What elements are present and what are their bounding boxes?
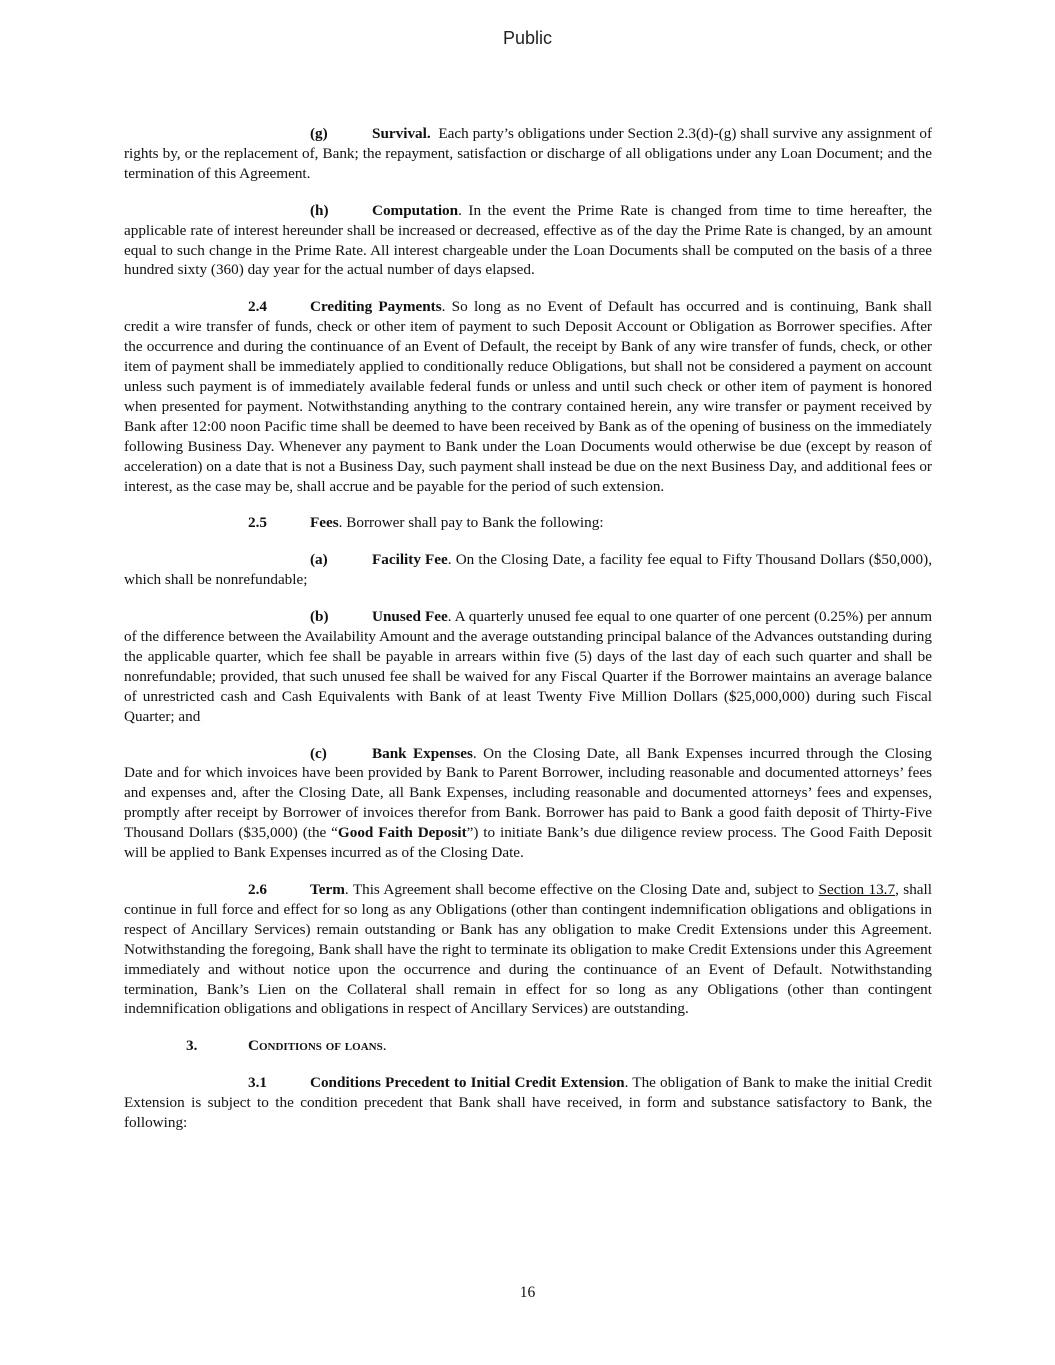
- section-text: . This Agreement shall become effective on the Closing Date and, subject to: [344, 881, 819, 898]
- section-number: 3.1: [248, 1074, 267, 1092]
- section-2-5: [124, 513, 932, 533]
- clause-title: Bank Expenses: [372, 744, 473, 762]
- clause-label: (h): [310, 201, 329, 219]
- clause-label: (b): [310, 608, 329, 626]
- section-3-1: [124, 1073, 932, 1133]
- section-2-3-h: [124, 201, 932, 281]
- section-text: . The obligation of Bank to make the initial Credit Extension is subject to the condition precedent that Bank shall have received, in form and substance satisfactory to Bank, the following:: [124, 1074, 932, 1132]
- section-number: 2.6: [248, 881, 267, 898]
- clause-label: (a): [310, 551, 328, 569]
- section-title: Term: [310, 881, 345, 898]
- section-text-continued: , shall continue in full force and effect for so long as any Obligations (other than contingent indemnification obligations and obligations in respect of Ancillary Services) remain outstanding or Bank has any obligation to make Credit Extensions under this Agreement. Notwithstanding the foregoing, Bank shall have the right to terminate its obligation to make Credit Extensions under this Agreement immediately and without notice upon the occurrence and during the continuance of an Event of Default. Notwithstanding termination, Bank’s Lien on the Collateral shall remain in effect for so long as any Obligations (other than contingent indemnification obligations and obligations in respect of Ancillary Services) are outstanding.: [124, 881, 932, 1018]
- page-number: 16: [519, 1284, 536, 1301]
- section-2-5-a: [124, 550, 932, 590]
- section-number: 2.5: [248, 514, 267, 532]
- clause-text: . On the Closing Date, a facility fee equal to Fifty Thousand Dollars ($50,000), which shall be nonrefundable;: [124, 551, 932, 589]
- clause-text-continued: ”) to initiate Bank’s due diligence review process. The Good Faith Deposit will be applied to Bank Expenses incurred as of the Closing Date.: [124, 824, 932, 862]
- defined-term: Good Faith Deposit: [337, 824, 467, 842]
- article-number: 3.: [186, 1037, 198, 1055]
- clause-text: . On the Closing Date, all Bank Expenses incurred through the Closing Date and for which invoices have been provided by Bank to Parent Borrower, including reasonable and documented attorneys’ fees and expenses and, after the Closing Date, all Bank Expenses, including reasonable and documented attorneys’ fees and expenses, promptly after receipt by Borrower of invoices therefor from Bank. Borrower has paid to Bank a good faith deposit of Thirty-Five Thousand Dollars ($35,000) (the “: [124, 744, 932, 842]
- clause-title: Computation: [372, 201, 459, 219]
- section-2-5-b: [124, 607, 932, 726]
- section-2-6: [124, 880, 932, 1019]
- article-title: Conditions of loans: [248, 1037, 383, 1055]
- section-number: 2.4: [248, 298, 267, 316]
- section-text: . So long as no Event of Default has occurred and is continuing, Bank shall credit a wire transfer of funds, check or other item of payment to such Deposit Account or Obligation as Borrower specifies. After the occurrence and during the continuance of an Event of Default, the receipt by Bank of any wire transfer of funds, check, or other item of payment shall be immediately applied to conditionally reduce Obligations, but shall not be considered a payment on account unless such payment is of immediately available federal funds or unless and until such check or other item of payment is honored when presented for payment. Notwithstanding anything to the contrary contained herein, any wire transfer or payment received by Bank after 12:00 noon Pacific time shall be deemed to have been received by Bank as of the opening of business on the immediately following Business Day. Whenever any payment to Bank under the Loan Documents would otherwise be due (except by reason of acceleration) on a date that is not a Business Day, such payment shall instead be due on the next Business Day, and additional fees or interest, as the case may be, shall accrue and be payable for the period of such extension.: [124, 298, 932, 495]
- section-title: Crediting Payments: [310, 298, 442, 316]
- document-body: [124, 124, 932, 1150]
- section-2-5-c: [124, 744, 932, 863]
- classification-label: Public: [502, 28, 553, 48]
- section-cross-reference-link[interactable]: Section 13.7: [818, 881, 896, 898]
- clause-label: (c): [310, 744, 327, 762]
- section-2-3-g: [124, 124, 932, 184]
- clause-title: Facility Fee: [372, 551, 448, 569]
- article-3-heading: [124, 1036, 932, 1056]
- article-title-period: .: [382, 1037, 387, 1055]
- clause-text: . In the event the Prime Rate is changed from time to time hereafter, the applicable rate of interest hereunder shall be increased or decreased, effective as of the day the Prime Rate is changed, by an amount equal to such change in the Prime Rate. All interest chargeable under the Loan Documents shall be computed on the basis of a three hundred sixty (360) day year for the actual number of days elapsed.: [124, 201, 932, 279]
- section-title: Fees: [310, 514, 339, 532]
- clause-text: . A quarterly unused fee equal to one quarter of one percent (0.25%) per annum of the difference between the Availability Amount and the average outstanding principal balance of the Advances outstanding during the applicable quarter, which fee shall be payable in arrears within five (5) days of the last day of each such quarter and shall be nonrefundable; provided, that such unused fee shall be waived for any Fiscal Quarter if the Borrower maintains an average balance of unrestricted cash and Cash Equivalents with Bank of at least Twenty Five Million Dollars ($25,000,000) during such Fiscal Quarter; and: [124, 608, 933, 725]
- clause-text: Each party’s obligations under Section 2.3(d)-(g) shall survive any assignment of rights by, or the replacement of, Bank; the repayment, satisfaction or discharge of all obligations under any Loan Document; and the termination of this Agreement.: [124, 125, 933, 182]
- clause-label: (g): [310, 125, 328, 142]
- section-2-4: [124, 297, 932, 496]
- clause-title: Unused Fee: [372, 608, 448, 626]
- clause-title: Survival.: [372, 125, 431, 142]
- section-text: . Borrower shall pay to Bank the following:: [338, 514, 604, 532]
- section-title: Conditions Precedent to Initial Credit Extension: [310, 1074, 625, 1092]
